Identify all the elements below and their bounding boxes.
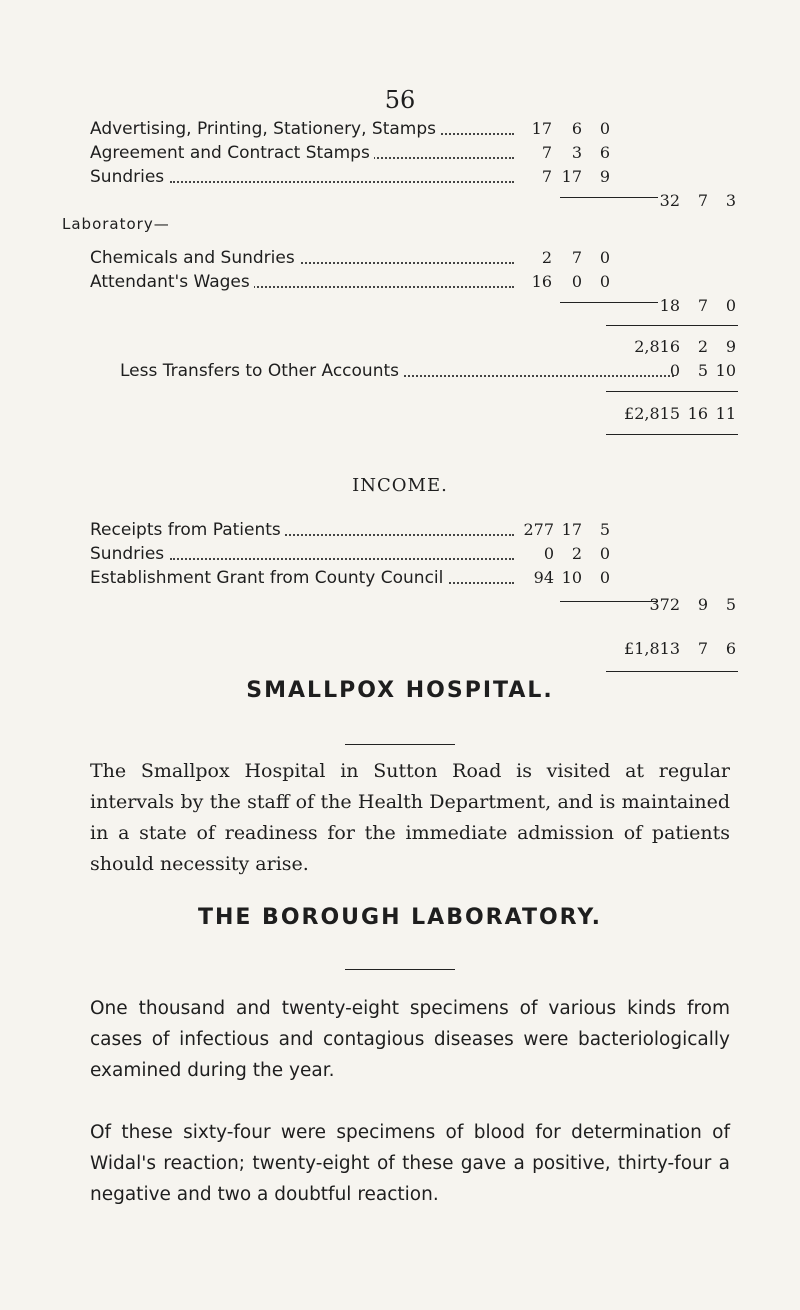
row-label: Sundries	[90, 544, 168, 564]
pence: 0	[599, 272, 610, 291]
row-label: Chemicals and Sundries	[90, 248, 299, 268]
shillings: 7	[697, 191, 708, 210]
pence: 6	[599, 143, 610, 162]
income-heading: INCOME.	[352, 475, 448, 496]
total-rule	[606, 391, 738, 392]
shillings: 0	[571, 272, 582, 291]
pence: 6	[725, 639, 736, 658]
pounds: 7	[541, 167, 552, 186]
pence: 9	[725, 337, 736, 356]
pence: 10	[715, 361, 736, 380]
pence: 0	[725, 296, 736, 315]
pence: 5	[599, 520, 610, 539]
row-label: Receipts from Patients	[90, 520, 285, 540]
shillings: 17	[561, 520, 582, 539]
ledger-row	[0, 359, 800, 383]
laboratory-heading: THE BOROUGH LABORATORY.	[197, 905, 603, 930]
ledger-row	[0, 270, 800, 294]
ledger-row	[0, 246, 800, 270]
pounds: 0	[669, 361, 680, 380]
subtotal-row	[0, 294, 800, 318]
ledger-row	[0, 566, 800, 590]
pence: 11	[715, 404, 736, 423]
row-label: Sundries	[90, 167, 168, 187]
pounds: £1,813	[624, 639, 680, 658]
pounds: 32	[659, 191, 680, 210]
shillings: 5	[697, 361, 708, 380]
pounds: 7	[541, 143, 552, 162]
pounds: 2,816	[634, 337, 680, 356]
ledger-row	[0, 518, 800, 542]
subtotal-row	[0, 189, 800, 213]
total-row	[0, 335, 800, 359]
shillings: 7	[697, 639, 708, 658]
pounds: 0	[543, 544, 554, 563]
row-label: Advertising, Printing, Stationery, Stamps	[90, 119, 440, 139]
pounds: 372	[649, 595, 680, 614]
shillings: 16	[687, 404, 708, 423]
shillings: 2	[697, 337, 708, 356]
pence: 0	[599, 248, 610, 267]
shillings: 17	[561, 167, 582, 186]
subtotal-row	[0, 593, 800, 617]
pence: 3	[725, 191, 736, 210]
total-rule	[606, 325, 738, 326]
shillings: 9	[697, 595, 708, 614]
section-rule	[345, 744, 455, 745]
net-total-row	[0, 637, 800, 661]
ledger-row	[0, 117, 800, 141]
laboratory-subheading: Laboratory—	[62, 215, 170, 233]
pounds: 277	[523, 520, 554, 539]
smallpox-paragraph: The Smallpox Hospital in Sutton Road is visited at regular intervals by the staff of the Health Department, and is maintained in a state of readiness for the immediate admission of patients should necessity arise.	[90, 760, 730, 875]
laboratory-paragraph-2: Of these sixty-four were specimens of blood for determination of Widal's reaction; twenty-eight of these gave a positive, thirty-four a negative and two a doubtful reaction.	[90, 1122, 730, 1205]
pence: 5	[725, 595, 736, 614]
row-label: Less Transfers to Other Accounts	[120, 361, 403, 381]
total-rule	[606, 671, 738, 672]
ledger-row	[0, 141, 800, 165]
shillings: 3	[571, 143, 582, 162]
ledger-row	[0, 165, 800, 189]
pence: 0	[599, 544, 610, 563]
row-label: Attendant's Wages	[90, 272, 254, 292]
pounds: 18	[659, 296, 680, 315]
laboratory-paragraph-1: One thousand and twenty-eight specimens of various kinds from cases of infectious and contagious diseases were bacteriologically examined during the year.	[90, 998, 730, 1081]
section-rule	[345, 969, 455, 970]
total-rule	[606, 434, 738, 435]
pounds: £2,815	[624, 404, 680, 423]
pence: 0	[599, 568, 610, 587]
pounds: 94	[533, 568, 554, 587]
pounds: 16	[531, 272, 552, 291]
shillings: 7	[571, 248, 582, 267]
shillings: 2	[571, 544, 582, 563]
shillings: 7	[697, 296, 708, 315]
pence: 0	[599, 119, 610, 138]
row-label: Agreement and Contract Stamps	[90, 143, 374, 163]
shillings: 10	[561, 568, 582, 587]
pounds: 17	[531, 119, 552, 138]
shillings: 6	[571, 119, 582, 138]
row-label: Establishment Grant from County Council	[90, 568, 447, 588]
pounds: 2	[541, 248, 552, 267]
ledger-row	[0, 542, 800, 566]
page-number: 56	[384, 86, 416, 114]
smallpox-heading: SMALLPOX HOSPITAL.	[246, 678, 554, 703]
pence: 9	[599, 167, 610, 186]
net-total-row	[0, 402, 800, 426]
